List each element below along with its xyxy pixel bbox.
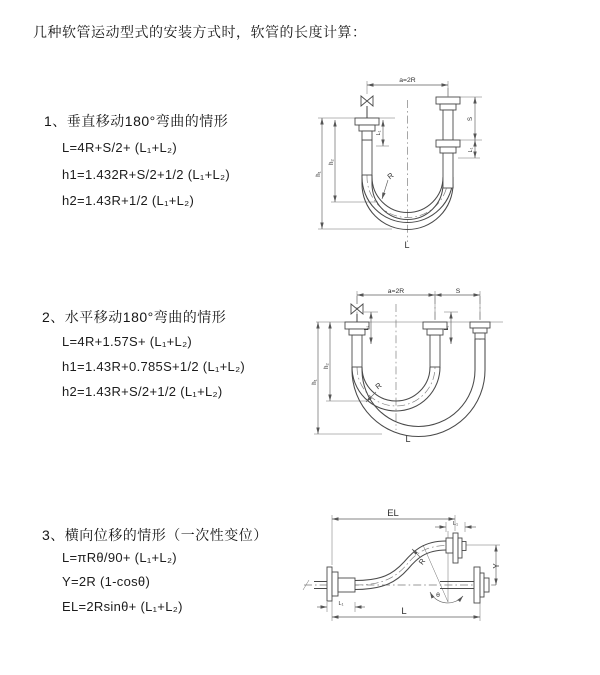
angle-arc [430, 592, 463, 603]
radius-label: R [416, 556, 428, 567]
d1-centerlines [367, 88, 448, 242]
dim-label-h2: h₂ [324, 363, 330, 369]
section2-formula-L: L=4R+1.57S+ (L₁+L₂) [62, 334, 193, 349]
braided-hose-section [362, 140, 372, 175]
dim-label-s: S [455, 288, 461, 295]
length-label: L [405, 434, 411, 444]
section3-heading: 3、横向位移的情形（一次性变位） [42, 527, 268, 543]
braided-hose-section [430, 335, 440, 367]
dim-label-a2r: a=2R [387, 288, 405, 295]
radius-label: R [373, 380, 384, 392]
d3-fittings [314, 533, 489, 603]
valve-icon [361, 96, 373, 118]
diagram-lateral-displacement [300, 505, 600, 650]
dim-label-l1-right: L₁ [468, 147, 474, 153]
section1-heading: 1、垂直移动180°弯曲的情形 [44, 113, 229, 129]
length-label: L [401, 606, 407, 617]
length-label: L [404, 240, 410, 250]
section2-formula-h2: h2=1.43R+S/2+1/2 (L₁+L₂) [62, 384, 223, 399]
d2-fittings [345, 304, 490, 339]
diagram-horizontal-180-bend [308, 282, 600, 462]
dim-label-s: S [467, 116, 474, 122]
d3-dimensions [317, 519, 496, 617]
d3-hose [355, 541, 446, 590]
dim-label-l1-left: L₁ [376, 130, 382, 136]
section3-formula-EL: EL=2Rsinθ+ (L₁+L₂) [62, 599, 183, 614]
dim-label-h2: h₂ [329, 159, 335, 165]
radius-label: R [385, 170, 396, 182]
angle-label: θ [436, 592, 440, 599]
section1-formula-h2: h2=1.43R+1/2 (L₁+L₂) [62, 193, 195, 208]
page-title: 几种软管运动型式的安装方式时，软管的长度计算： [33, 24, 367, 40]
dim-label-a2r: a=2R [399, 77, 416, 84]
dim-label-el: EL [387, 508, 399, 519]
dim-label-h1: h₁ [312, 379, 318, 385]
diagram-vertical-180-bend [310, 70, 600, 275]
braided-hose-section [352, 335, 362, 367]
section3-formula-Y: Y=2R (1-cosθ) [62, 574, 151, 589]
section1-formula-L: L=4R+S/2+ (L₁+L₂) [62, 140, 177, 155]
d2-centerlines [357, 296, 480, 430]
d2-hose [352, 335, 485, 437]
dim-label-l1-left: L₁ [364, 325, 370, 331]
section2-formula-h1: h1=1.43R+0.785S+1/2 (L₁+L₂) [62, 359, 246, 374]
dim-label-l1-top: L₁ [453, 521, 458, 527]
section3-formula-L: L=πRθ/90+ (L₁+L₂) [62, 550, 177, 565]
dim-label-y: Y [492, 563, 501, 569]
braided-hose-section [443, 153, 453, 188]
dim-label-l1-mid: L₁ [444, 325, 450, 331]
section2-heading: 2、水平移动180°弯曲的情形 [42, 309, 227, 325]
dim-label-l1-bottom: L₁ [338, 601, 344, 607]
dim-label-h1: h₁ [316, 171, 322, 177]
section1-formula-h1: h1=1.432R+S/2+1/2 (L₁+L₂) [62, 167, 230, 182]
